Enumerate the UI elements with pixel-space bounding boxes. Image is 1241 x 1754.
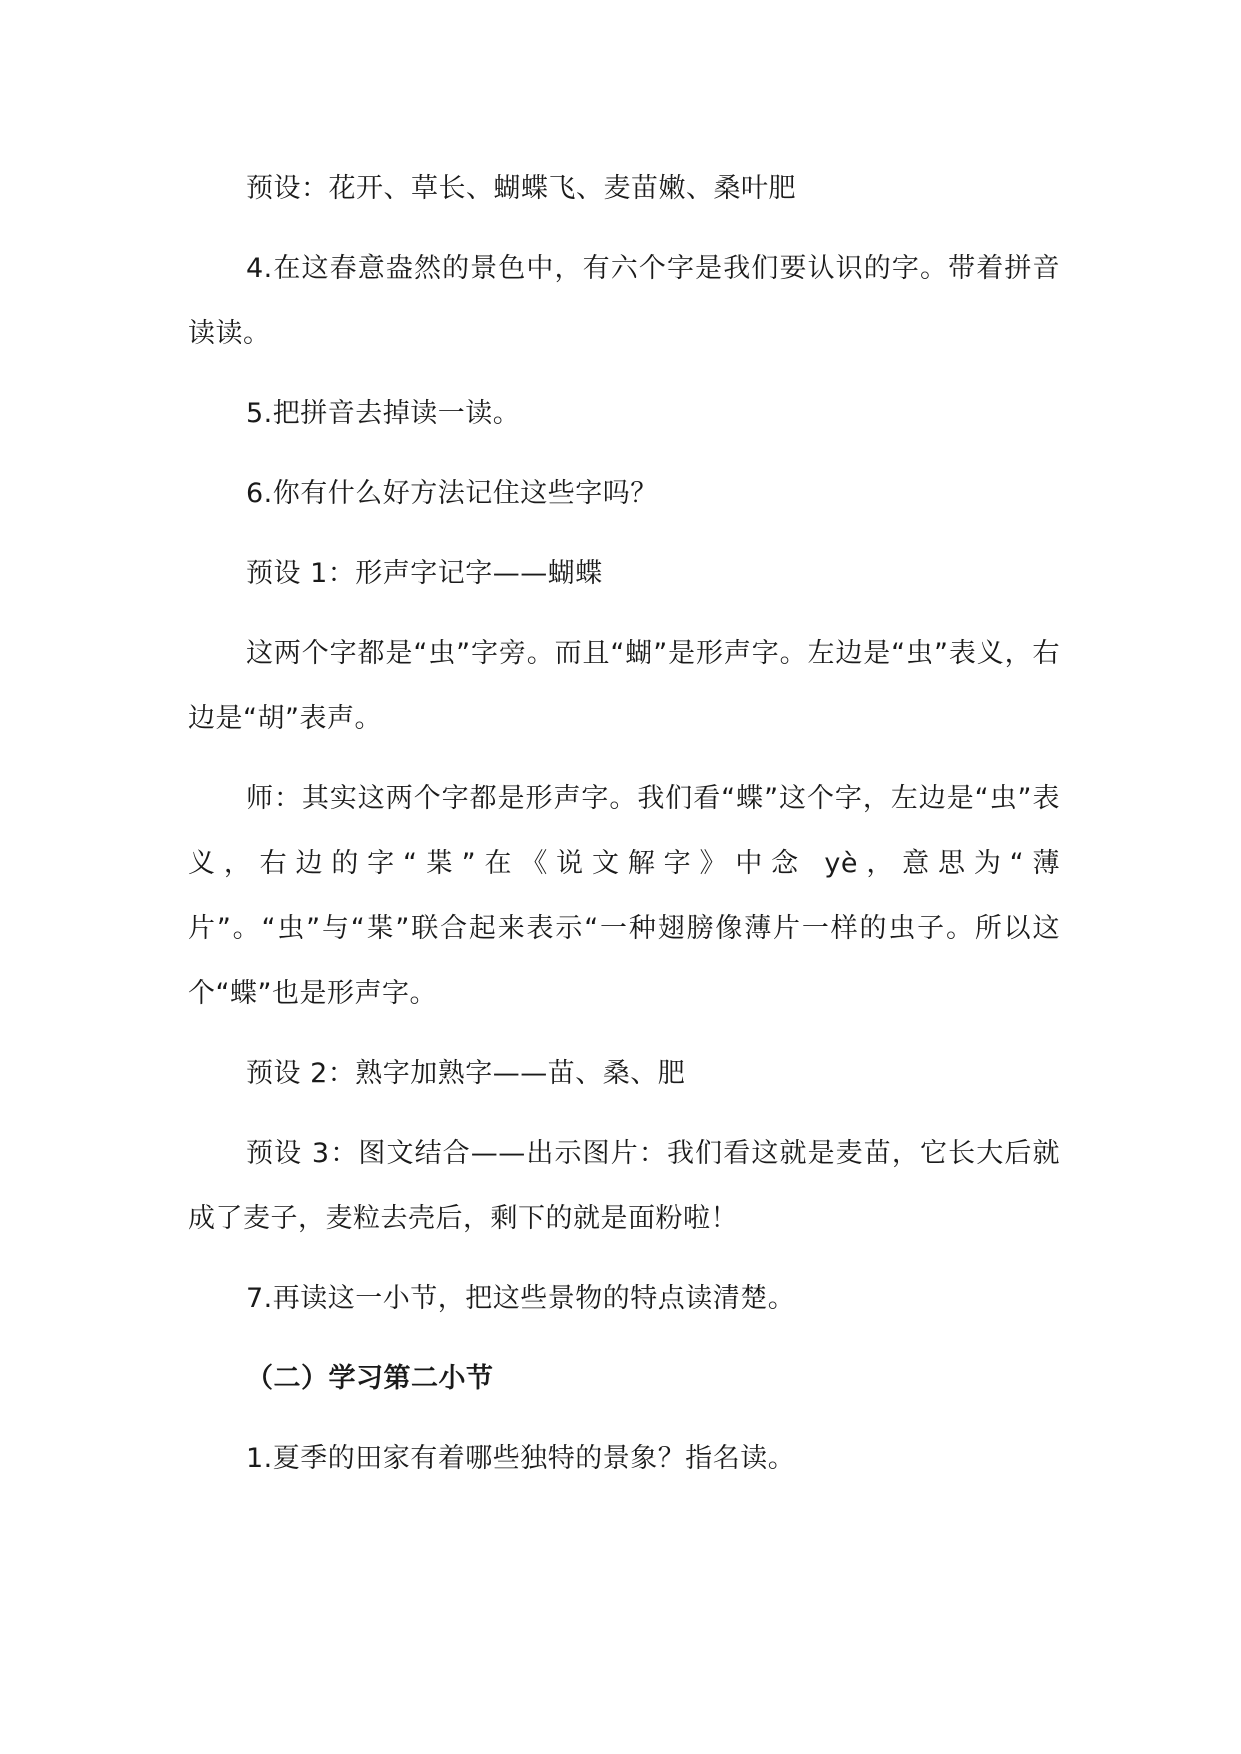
paragraph-step-4: 4.在这春意盎然的景色中，有六个字是我们要认识的字。带着拼音读读。 bbox=[188, 253, 1060, 349]
paragraph-step-7: 7.再读这一小节，把这些景物的特点读清楚。 bbox=[246, 1283, 796, 1314]
section-heading-part-two: （二）学习第二小节 bbox=[246, 1363, 494, 1394]
paragraph-preset-scenery: 预设：花开、草长、蝴蝶飞、麦苗嫩、桑叶肥 bbox=[246, 173, 796, 204]
paragraph-part-two-step-1: 1.夏季的田家有着哪些独特的景象？指名读。 bbox=[246, 1443, 796, 1474]
paragraph-preset-1: 预设 1：形声字记字——蝴蝶 bbox=[246, 558, 603, 589]
paragraph-step-6: 6.你有什么好方法记住这些字吗？ bbox=[246, 478, 658, 509]
paragraph-teacher-explanation: 师：其实这两个字都是形声字。我们看“蝶”这个字，左边是“虫”表义，右边的字“枼”在《说文解字》中念 yè，意思为“薄片”。“虫”与“枼”联合起来表示“一种翅膀像薄片一样的虫子。所以这个“蝶”也是形声字。 bbox=[188, 783, 1060, 1009]
document-page bbox=[188, 156, 1060, 1506]
paragraph-radical-explanation: 这两个字都是“虫”字旁。而且“蝴”是形声字。左边是“虫”表义，右边是“胡”表声。 bbox=[188, 638, 1060, 734]
paragraph-preset-3: 预设 3：图文结合——出示图片：我们看这就是麦苗，它长大后就成了麦子，麦粒去壳后，剩下的就是面粉啦！ bbox=[188, 1138, 1060, 1234]
paragraph-preset-2: 预设 2：熟字加熟字——苗、桑、肥 bbox=[246, 1058, 686, 1089]
paragraph-step-5: 5.把拼音去掉读一读。 bbox=[246, 398, 521, 429]
